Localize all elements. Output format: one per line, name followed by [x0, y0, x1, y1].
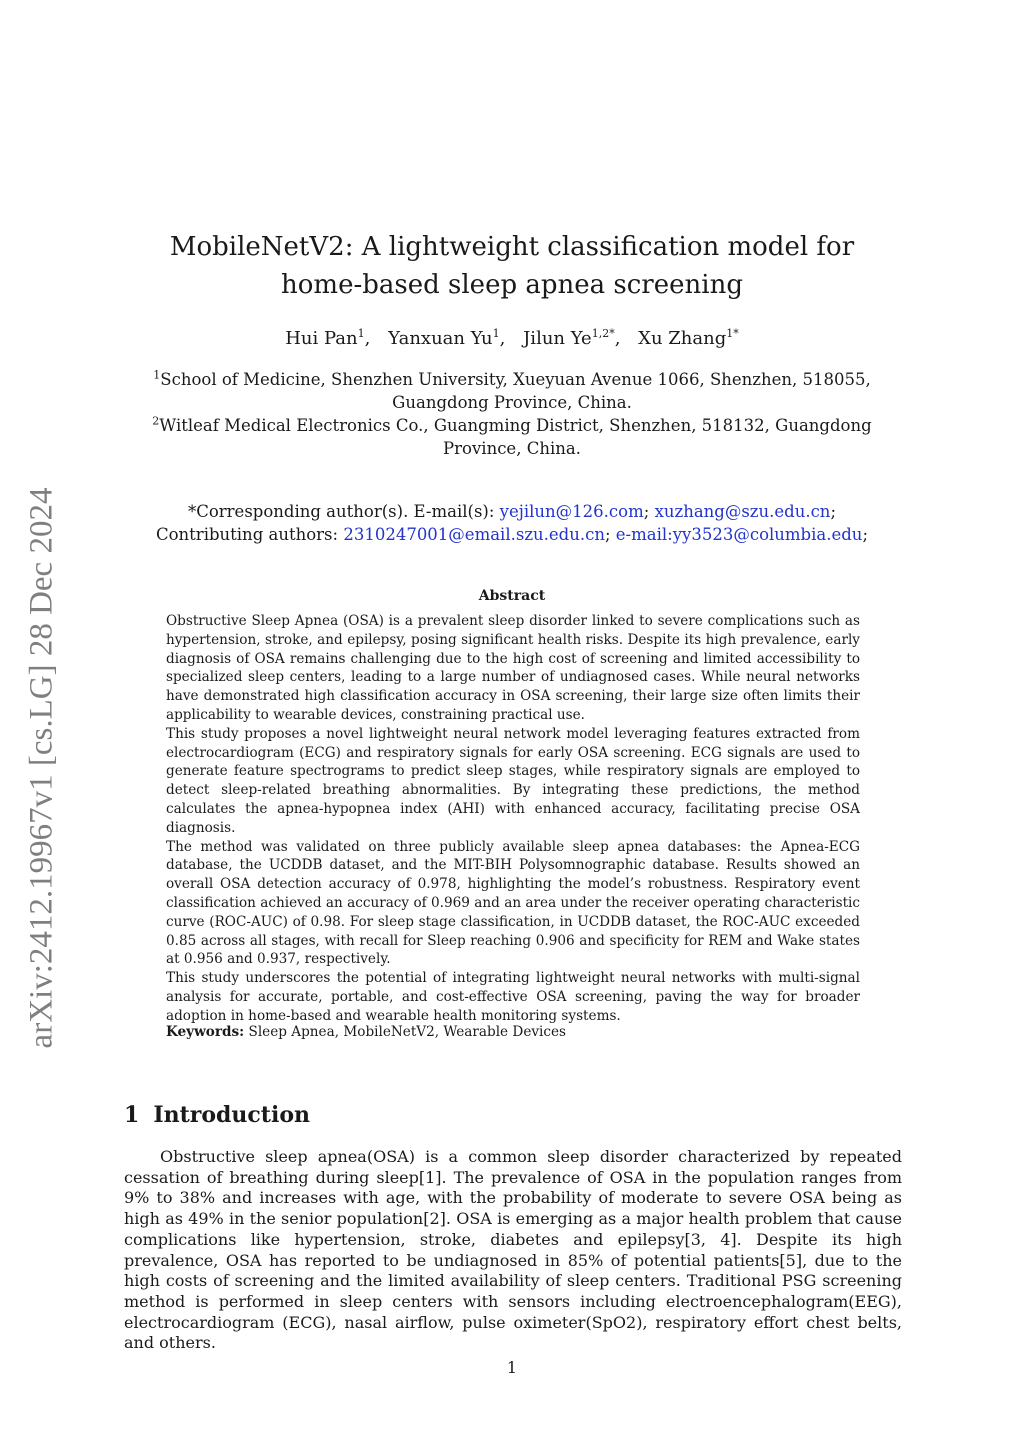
- affiliation-text: School of Medicine, Shenzhen University, Xueyuan Avenue 1066, Shenzhen, 518055, Guangdong Province, China.: [160, 370, 871, 412]
- author: [285, 328, 370, 349]
- page-number: 1: [506, 1358, 518, 1377]
- abstract-paragraph: Obstructive Sleep Apnea (OSA) is a prevalent sleep disorder linked to severe complications such as hypertension, stroke, and epilepsy, posing significant health risks. Despite its high prevalence, early diagnosis of OSA remains challenging due to the high cost of screening and limited accessibility to specialized sleep centers, leading to a large number of undiagnosed cases. While neural networks have demonstrated high classification accuracy in OSA screening, their large size often limits their applicability to wearable devices, constraining practical use.: [166, 613, 860, 723]
- section-title: Introduction: [153, 1102, 310, 1128]
- author-affil-mark: 1,2*: [591, 327, 615, 340]
- affiliation-mark: 2: [152, 414, 160, 428]
- author-separator: ,: [614, 328, 621, 349]
- author-affil-mark: 1: [492, 327, 500, 340]
- affiliation-mark: 1: [153, 368, 161, 382]
- section-heading: [124, 1102, 310, 1128]
- author: [523, 328, 620, 349]
- keywords: [166, 1024, 566, 1040]
- introduction-paragraph: Obstructive sleep apnea(OSA) is a common sleep disorder characterized by repeated cessation of breathing during sleep[1]. The prevalence of OSA in the population ranges from 9% to 38% and increases with age, with the probability of moderate to severe OSA being as high as 49% in the senior population[2]. OSA is emerging as a major health problem that cause complications like hypertension, stroke, diabetes and epilepsy[3, 4]. Despite its high prevalence, OSA has reported to be undiagnosed in 85% of potential patients[5], due to the high costs of screening and the limited availability of sleep centers. Traditional PSG screening method is performed in sleep centers with sensors including electroencephalogram(EEG), electrocardiogram (ECG), nasal airflow, pulse oximeter(SpO2), respiratory effort chest belts, and others.: [124, 1147, 902, 1353]
- corresponding-label: *Corresponding author(s). E-mail(s):: [187, 502, 495, 521]
- author-name: Xu Zhang: [638, 328, 727, 349]
- author-affil-mark: 1: [357, 327, 365, 340]
- author-name: Hui Pan: [285, 328, 358, 349]
- keywords-label: Keywords:: [166, 1024, 245, 1040]
- author-name: Yanxuan Yu: [388, 328, 493, 349]
- title-line: home-based sleep apnea screening: [281, 270, 743, 300]
- corresponding-authors: *Corresponding author(s). E-mail(s): yejilun@126.com; xuzhang@szu.edu.cn;: [187, 502, 837, 521]
- abstract-heading: Abstract: [478, 588, 546, 604]
- author-affil-mark: 1*: [726, 327, 739, 340]
- author-separator: ,: [364, 328, 371, 349]
- paper-title: [0, 228, 1024, 304]
- affiliation: [152, 368, 872, 414]
- author: [388, 328, 505, 349]
- affiliations: [0, 368, 1024, 460]
- arxiv-identifier: arXiv:2412.19967v1 [cs.LG] 28 Dec 2024: [23, 487, 60, 1049]
- email-link[interactable]: xuzhang@szu.edu.cn: [654, 502, 831, 521]
- contact-info: [0, 500, 1024, 546]
- title-line: MobileNetV2: A lightweight classification model for: [169, 232, 855, 262]
- abstract: [166, 612, 860, 1026]
- author-list: [0, 328, 1024, 349]
- email-link[interactable]: 2310247001@email.szu.edu.cn: [343, 525, 605, 544]
- abstract-paragraph: This study proposes a novel lightweight neural network model leveraging features extracted from electrocardiogram (ECG) and respiratory signals for early OSA screening. ECG signals are used to generate feature spectrograms to predict sleep stages, while respiratory signals are employed to detect sleep-related breathing abnormalities. By integrating these predictions, the method calculates the apnea-hypopnea index (AHI) with enhanced accuracy, facilitating precise OSA diagnosis.: [166, 725, 860, 836]
- abstract-paragraph: This study underscores the potential of integrating lightweight neural networks with multi-signal analysis for accurate, portable, and cost-effective OSA screening, paving the way for broader adoption in home-based and wearable health monitoring systems.: [166, 970, 860, 1024]
- abstract-paragraph: The method was validated on three publicly available sleep apnea databases: the Apnea-ECG database, the UCDDB dataset, and the MIT-BIH Polysomnographic database. Results showed an overall OSA detection accuracy of 0.978, highlighting the model’s robustness. Respiratory event classification achieved an accuracy of 0.969 and an area under the receiver operating characteristic curve (ROC-AUC) of 0.98. For sleep stage classification, in UCDDB dataset, the ROC-AUC exceeded 0.85 across all stages, with recall for Sleep reaching 0.906 and specificity for REM and Wake states at 0.956 and 0.937, respectively.: [166, 838, 860, 968]
- email-link[interactable]: yejilun@126.com: [499, 502, 644, 521]
- section-number: 1: [124, 1102, 140, 1128]
- author-separator: ,: [499, 328, 506, 349]
- contributing-label: Contributing authors:: [155, 525, 339, 544]
- contributing-authors: Contributing authors: 2310247001@email.szu.edu.cn; e-mail:yy3523@columbia.edu;: [155, 525, 868, 544]
- affiliation-text: Witleaf Medical Electronics Co., Guangming District, Shenzhen, 518132, Guangdong Province, China.: [159, 416, 872, 458]
- keywords-text: Sleep Apnea, MobileNetV2, Wearable Devices: [248, 1024, 567, 1040]
- author-name: Jilun Ye: [523, 328, 592, 349]
- affiliation: [152, 414, 872, 460]
- author: [638, 328, 739, 349]
- email-link[interactable]: e-mail:yy3523@columbia.edu: [615, 525, 863, 544]
